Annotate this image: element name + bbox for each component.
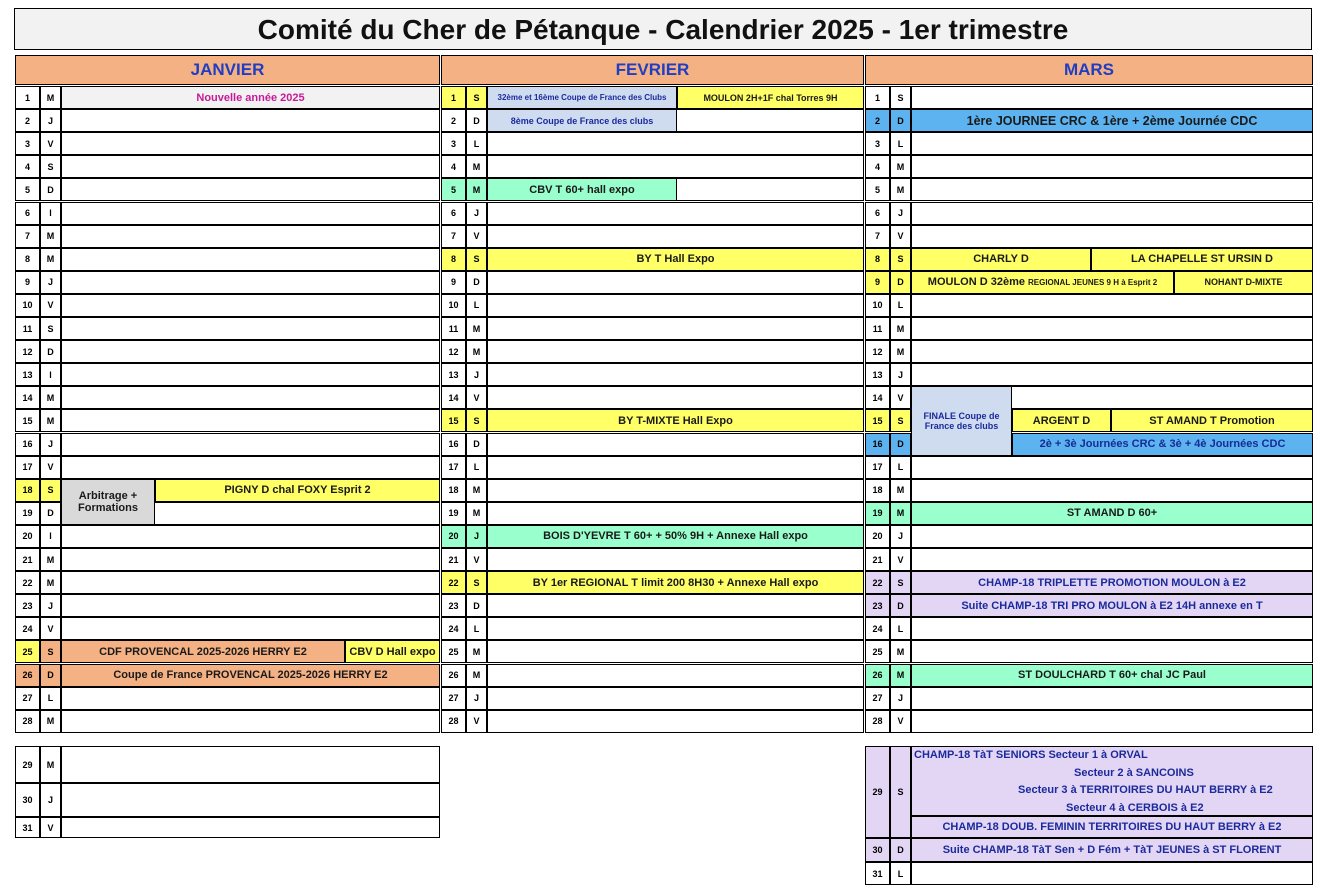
day-number: 28 [441, 710, 466, 733]
day-event-cell [61, 178, 440, 201]
day-event-cell [61, 710, 440, 733]
day-number: 27 [15, 687, 40, 710]
day-number: 29 [15, 746, 40, 783]
day-of-week: V [40, 817, 61, 838]
month-header-mars: MARS [865, 55, 1313, 85]
day-number: 23 [15, 594, 40, 617]
day-event-cell [487, 433, 864, 456]
day-number: 5 [865, 178, 890, 201]
day-event-cell [911, 294, 1313, 317]
day-number: 15 [15, 409, 40, 432]
day-of-week: S [40, 479, 61, 502]
day-number: 16 [15, 433, 40, 456]
day-of-week: V [40, 132, 61, 155]
day-of-week: V [466, 710, 487, 733]
day-of-week: M [890, 664, 911, 687]
day-number: 24 [15, 617, 40, 640]
day-number: 11 [15, 317, 40, 340]
day-event-cell [61, 687, 440, 710]
day-number: 8 [441, 248, 466, 271]
day-of-week: M [40, 386, 61, 409]
day-number: 3 [441, 132, 466, 155]
day-event-cell [61, 386, 440, 409]
day-of-week: V [40, 294, 61, 317]
day-of-week: M [890, 640, 911, 663]
day-event-cell [61, 363, 440, 386]
day-number: 6 [15, 202, 40, 225]
day-number: 9 [865, 271, 890, 294]
day-number: 27 [441, 687, 466, 710]
day-number: 1 [865, 86, 890, 109]
day-of-week: D [466, 271, 487, 294]
day-of-week: J [40, 109, 61, 132]
day-event-cell [487, 548, 864, 571]
day-of-week: L [466, 617, 487, 640]
day-of-week: L [466, 294, 487, 317]
day-of-week: V [466, 225, 487, 248]
day-number: 4 [441, 155, 466, 178]
day-of-week: S [40, 155, 61, 178]
day-number: 8 [865, 248, 890, 271]
day-event-cell [911, 225, 1313, 248]
day-number: 15 [441, 409, 466, 432]
day-number: 3 [15, 132, 40, 155]
event-finale-cdf: FINALE Coupe de France des clubs [911, 386, 1012, 455]
event-crc-2e-3e: 2è + 3è Journées CRC & 3è + 4è Journées CDC [1012, 433, 1313, 456]
day-number: 19 [865, 502, 890, 525]
day-number: 26 [441, 664, 466, 687]
day-of-week: J [466, 525, 487, 548]
day-event-cell [911, 178, 1313, 201]
day-event-cell [61, 409, 440, 432]
day-number: 11 [441, 317, 466, 340]
event-crc-1ere-journee: 1ère JOURNEE CRC & 1ère + 2ème Journée CDC [911, 109, 1313, 132]
day-number: 21 [865, 548, 890, 571]
day-of-week: J [890, 202, 911, 225]
day-number: 10 [441, 294, 466, 317]
day-of-week: S [890, 409, 911, 432]
tat-line-3: Secteur 3 à TERRITOIRES DU HAUT BERRY à E2 [1018, 784, 1273, 796]
day-of-week: M [40, 710, 61, 733]
day-of-week: D [40, 664, 61, 687]
day-event-cell [487, 502, 864, 525]
day-event-cell [61, 456, 440, 479]
day-number: 19 [441, 502, 466, 525]
day-number: 30 [865, 838, 890, 862]
event-suite-tat: Suite CHAMP-18 TàT Sen + D Fém + TàT JEUNES à ST FLORENT [911, 838, 1313, 862]
day-event-cell [61, 202, 440, 225]
day-of-week: J [466, 687, 487, 710]
day-of-week: D [890, 433, 911, 456]
event-cbv-hall-expo: CBV D Hall expo [345, 640, 440, 663]
event-charly: CHARLY D [911, 248, 1091, 271]
day-of-week: L [890, 294, 911, 317]
day-number: 13 [441, 363, 466, 386]
day-of-week: S [466, 571, 487, 594]
day-of-week: J [40, 783, 61, 817]
day-event-cell [487, 363, 864, 386]
day-number: 2 [441, 109, 466, 132]
day-number: 9 [15, 271, 40, 294]
day-event-cell [911, 202, 1313, 225]
day-event-cell [487, 271, 864, 294]
day-number: 15 [865, 409, 890, 432]
day-of-week: M [890, 155, 911, 178]
day-number: 23 [865, 594, 890, 617]
day-event-cell [487, 202, 864, 225]
day-event-cell [487, 317, 864, 340]
event-moulon-d [911, 271, 1174, 294]
day-event-cell [61, 294, 440, 317]
event-suite-tri-pro: Suite CHAMP-18 TRI PRO MOULON à E2 14H annexe en T [911, 594, 1313, 617]
day-number: 8 [15, 248, 40, 271]
day-of-week: M [466, 178, 487, 201]
month-header-fevrier: FEVRIER [441, 55, 864, 85]
day-event-cell [61, 617, 440, 640]
day-event-cell [487, 617, 864, 640]
day-event-cell [61, 571, 440, 594]
day-number: 14 [15, 386, 40, 409]
day-number: 17 [15, 456, 40, 479]
day-event-cell [61, 248, 440, 271]
day-event-cell [487, 687, 864, 710]
day-of-week: S [466, 409, 487, 432]
day-of-week: M [40, 225, 61, 248]
day-of-week: M [40, 746, 61, 783]
day-of-week: V [890, 386, 911, 409]
day-number: 12 [441, 340, 466, 363]
day-number: 4 [865, 155, 890, 178]
day-of-week: M [890, 178, 911, 201]
day-event-cell [61, 783, 440, 817]
day-of-week: D [40, 340, 61, 363]
day-event-cell [487, 294, 864, 317]
day-of-week: M [890, 317, 911, 340]
day-number: 25 [441, 640, 466, 663]
event-bois-yevre: BOIS D'YEVRE T 60+ + 50% 9H + Annexe Hall expo [487, 525, 864, 548]
day-of-week: S [890, 86, 911, 109]
day-event-cell [911, 132, 1313, 155]
day-number: 18 [865, 479, 890, 502]
day-number: 2 [15, 109, 40, 132]
day-of-week: D [890, 838, 911, 862]
day-of-week: J [890, 525, 911, 548]
day-number: 27 [865, 687, 890, 710]
day-event-cell [911, 479, 1313, 502]
day-of-week: D [890, 109, 911, 132]
day-number: 22 [441, 571, 466, 594]
day-of-week: M [466, 317, 487, 340]
day-event-cell [487, 386, 864, 409]
day-number: 10 [15, 294, 40, 317]
day-number: 25 [865, 640, 890, 663]
event-by-regional: BY 1er REGIONAL T limit 200 8H30 + Annexe Hall expo [487, 571, 864, 594]
day-of-week: V [890, 548, 911, 571]
day-number: 13 [15, 363, 40, 386]
day-event-cell [61, 340, 440, 363]
day-number: 20 [865, 525, 890, 548]
day-event-cell [911, 617, 1313, 640]
day-of-week: l [40, 525, 61, 548]
day-of-week: V [40, 456, 61, 479]
day-of-week: M [466, 640, 487, 663]
day-of-week: L [466, 456, 487, 479]
month-header-janvier: JANVIER [15, 55, 440, 85]
day-of-week: L [890, 456, 911, 479]
day-event-cell [61, 548, 440, 571]
day-number: 1 [15, 86, 40, 109]
day-event-cell [911, 862, 1313, 885]
day-of-week: M [890, 502, 911, 525]
day-event-cell [487, 640, 864, 663]
event-regional-jeunes: REGIONAL JEUNES 9 H à Esprit 2 [1027, 277, 1158, 287]
day-number: 12 [15, 340, 40, 363]
day-number: 18 [15, 479, 40, 502]
day-event-cell [911, 456, 1313, 479]
day-number: 30 [15, 783, 40, 817]
day-of-week: S [890, 248, 911, 271]
day-of-week: V [890, 225, 911, 248]
day-number: 21 [441, 548, 466, 571]
day-number: 31 [865, 862, 890, 885]
day-number: 22 [865, 571, 890, 594]
tat-line-2: Secteur 2 à SANCOINS [1074, 766, 1194, 779]
day-of-week: M [890, 479, 911, 502]
day-of-week: V [40, 617, 61, 640]
day-of-week: V [890, 710, 911, 733]
day-event-cell [487, 132, 864, 155]
day-event-cell [911, 640, 1313, 663]
day-of-week: J [40, 271, 61, 294]
day-of-week: M [40, 548, 61, 571]
day-number: 5 [441, 178, 466, 201]
day-of-week: D [466, 433, 487, 456]
day-number: 26 [15, 664, 40, 687]
day-event-cell [487, 340, 864, 363]
day-event-cell [911, 340, 1313, 363]
event-st-amand-d: ST AMAND D 60+ [911, 502, 1313, 525]
day-event-cell [911, 363, 1313, 386]
day-of-week: S [466, 248, 487, 271]
day-event-cell [487, 225, 864, 248]
day-event-cell [61, 317, 440, 340]
day-event-cell [911, 687, 1313, 710]
day-event-cell [487, 664, 864, 687]
event-moulon: MOULON 2H+1F chal Torres 9H [677, 86, 864, 109]
event-nouvelle-annee: Nouvelle année 2025 [61, 86, 440, 109]
day-number: 19 [15, 502, 40, 525]
day-of-week: M [466, 502, 487, 525]
day-of-week: L [466, 132, 487, 155]
event-doub-feminin: CHAMP-18 DOUB. FEMININ TERRITOIRES DU HAUT BERRY à E2 [911, 816, 1313, 838]
day-of-week: l [40, 202, 61, 225]
event-by-t: BY T Hall Expo [487, 248, 864, 271]
day-of-week: M [466, 664, 487, 687]
day-number: 14 [441, 386, 466, 409]
day-number: 5 [15, 178, 40, 201]
day-event-cell [61, 132, 440, 155]
day-of-week: V [466, 548, 487, 571]
day-event-cell [61, 817, 440, 838]
event-st-amand-t: ST AMAND T Promotion [1111, 409, 1313, 432]
day-number: 18 [441, 479, 466, 502]
day-number: 21 [15, 548, 40, 571]
day-of-week: M [890, 340, 911, 363]
event-arbitrage: Arbitrage + Formations [61, 479, 155, 525]
day-number: 25 [15, 640, 40, 663]
day-number: 24 [865, 617, 890, 640]
day-of-week: D [466, 109, 487, 132]
day-event-cell [61, 525, 440, 548]
day-number: 1 [441, 86, 466, 109]
day-number: 17 [865, 456, 890, 479]
day-of-week: J [466, 363, 487, 386]
day-number: 3 [865, 132, 890, 155]
day-number: 7 [15, 225, 40, 248]
day-of-week: D [40, 502, 61, 525]
day-number: 31 [15, 817, 40, 838]
day-of-week: D [890, 594, 911, 617]
day-number: 6 [865, 202, 890, 225]
day-event-cell [487, 710, 864, 733]
day-number: 16 [441, 433, 466, 456]
day-of-week: V [466, 386, 487, 409]
day-of-week: D [466, 594, 487, 617]
event-chapelle-st-ursin: LA CHAPELLE ST URSIN D [1091, 248, 1313, 271]
day-number: 29 [865, 746, 890, 838]
day-of-week: J [890, 363, 911, 386]
day-of-week: J [890, 687, 911, 710]
day-of-week: S [40, 317, 61, 340]
day-event-cell [61, 225, 440, 248]
event-argent-d: ARGENT D [1012, 409, 1111, 432]
day-number: 9 [441, 271, 466, 294]
day-of-week: D [40, 178, 61, 201]
day-of-week: M [40, 409, 61, 432]
day-number: 17 [441, 456, 466, 479]
day-number: 28 [15, 710, 40, 733]
tat-line-1: CHAMP-18 TàT SENIORS Secteur 1 à ORVAL [914, 749, 1148, 761]
event-cdf-8eme: 8ème Coupe de France des clubs [487, 109, 677, 132]
day-event-cell [487, 155, 864, 178]
day-number: 20 [15, 525, 40, 548]
day-of-week: l [40, 363, 61, 386]
day-event-cell [487, 594, 864, 617]
event-cbv-60: CBV T 60+ hall expo [487, 178, 677, 201]
event-champ-tat-seniors [911, 746, 1313, 816]
day-number: 7 [441, 225, 466, 248]
day-of-week: M [466, 479, 487, 502]
day-number: 23 [441, 594, 466, 617]
day-of-week: M [466, 340, 487, 363]
day-of-week: M [40, 571, 61, 594]
day-of-week: L [40, 687, 61, 710]
day-number: 7 [865, 225, 890, 248]
day-of-week: D [890, 271, 911, 294]
day-event-cell [61, 594, 440, 617]
day-of-week: S [890, 746, 911, 838]
day-number: 11 [865, 317, 890, 340]
day-event-cell [487, 479, 864, 502]
day-of-week: L [890, 132, 911, 155]
day-of-week: J [40, 433, 61, 456]
day-number: 20 [441, 525, 466, 548]
tat-line-4: Secteur 4 à CERBOIS à E2 [1066, 801, 1204, 814]
day-event-cell [61, 155, 440, 178]
page-title: Comité du Cher de Pétanque - Calendrier 2025 - 1er trimestre [14, 8, 1312, 50]
day-event-cell [911, 548, 1313, 571]
event-pigny: PIGNY D chal FOXY Esprit 2 [155, 479, 440, 502]
event-cdf-32eme: 32ème et 16ème Coupe de France des Clubs [487, 86, 677, 109]
day-number: 22 [15, 571, 40, 594]
day-of-week: M [466, 155, 487, 178]
day-of-week: S [466, 86, 487, 109]
day-event-cell [911, 317, 1313, 340]
day-number: 2 [865, 109, 890, 132]
day-of-week: M [40, 86, 61, 109]
day-number: 26 [865, 664, 890, 687]
day-event-cell [911, 155, 1313, 178]
event-champ-triplette: CHAMP-18 TRIPLETTE PROMOTION MOULON à E2 [911, 571, 1313, 594]
day-event-cell [911, 710, 1313, 733]
event-by-t-mixte: BY T-MIXTE Hall Expo [487, 409, 864, 432]
day-of-week: J [40, 594, 61, 617]
day-number: 14 [865, 386, 890, 409]
day-of-week: J [466, 202, 487, 225]
day-number: 16 [865, 433, 890, 456]
day-number: 4 [15, 155, 40, 178]
day-event-cell [487, 456, 864, 479]
day-event-cell [61, 746, 440, 783]
day-number: 13 [865, 363, 890, 386]
day-event-cell [911, 525, 1313, 548]
day-of-week: S [890, 571, 911, 594]
day-number: 12 [865, 340, 890, 363]
day-number: 10 [865, 294, 890, 317]
day-event-cell [911, 86, 1313, 109]
day-of-week: M [40, 248, 61, 271]
day-of-week: L [890, 862, 911, 885]
event-cdf-provencal: CDF PROVENCAL 2025-2026 HERRY E2 [61, 640, 345, 663]
day-event-cell [61, 271, 440, 294]
event-moulon-d-label: MOULON D 32ème [927, 276, 1025, 289]
day-event-cell [61, 109, 440, 132]
event-st-doulchard: ST DOULCHARD T 60+ chal JC Paul [911, 664, 1313, 687]
day-number: 6 [441, 202, 466, 225]
event-coupe-provencal: Coupe de France PROVENCAL 2025-2026 HERRY E2 [61, 664, 440, 687]
day-of-week: S [40, 640, 61, 663]
day-number: 28 [865, 710, 890, 733]
day-event-cell [61, 433, 440, 456]
event-nohant-mixte: NOHANT D-MIXTE [1174, 271, 1313, 294]
day-of-week: L [890, 617, 911, 640]
day-number: 24 [441, 617, 466, 640]
